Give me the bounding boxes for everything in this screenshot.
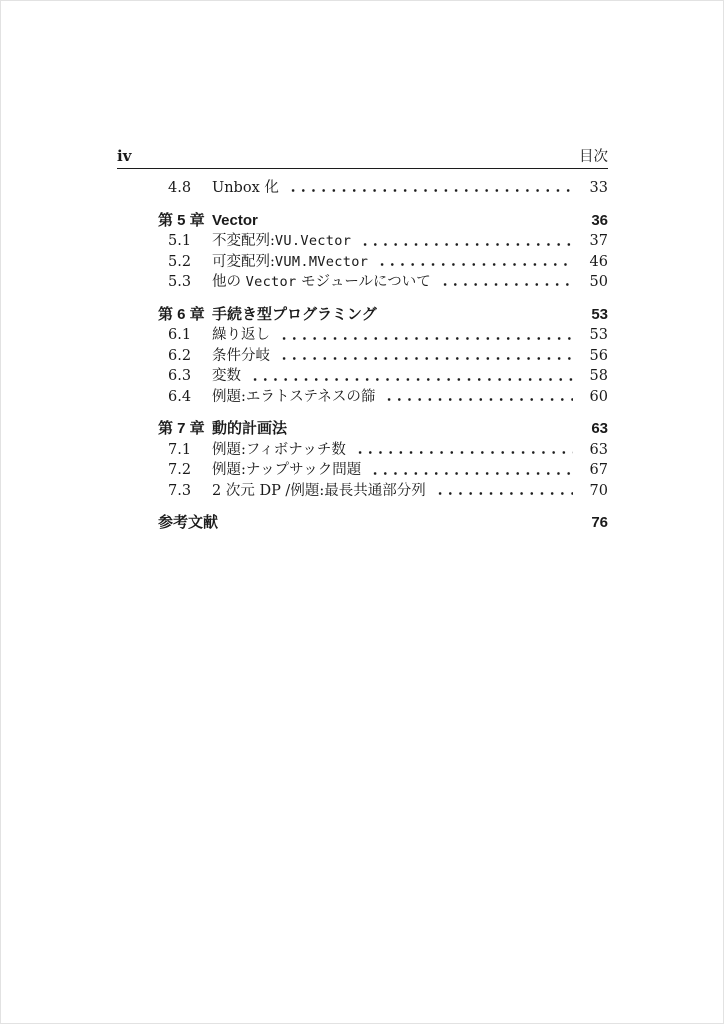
toc-entry-title [117,511,218,532]
toc-entry-number: 第 7 章 [158,420,205,438]
toc-dot-leader [294,417,573,437]
toc-entry-number: 第 5 章 [158,211,205,229]
toc-page-number: 76 [591,514,608,532]
toc-title-text: 例題:エラトステネスの篩 [212,388,376,405]
toc-entry-title [212,385,375,406]
toc-title-text: 他の [212,274,246,291]
toc-section-row [117,364,608,384]
toc-title-text: 例題:フィボナッチ数 [212,441,346,458]
toc-title-text: 2 次元 DP /例題:最長共通部分列 [212,482,426,499]
page-number-roman: iv [117,147,132,165]
toc-title-code-text: Vector [245,274,297,291]
toc-entry-title [212,229,351,250]
toc-title-text: 手続き型プログラミング [212,305,377,323]
toc-title-code-text: VU.Vector [274,233,352,250]
toc-dot-leader [286,176,573,196]
toc-page-number: 53 [589,327,608,344]
toc-chapter-row [117,209,608,229]
toc-entry-title [212,364,241,385]
toc-entry-number: 5.3 [168,274,192,291]
toc-page-number: 50 [589,274,608,291]
toc-page-number: 33 [589,180,608,196]
toc-section-row [117,229,608,249]
toc-entry-title [212,250,368,271]
toc-list [117,176,608,532]
running-header [117,149,608,169]
toc-title-text: 繰り返し [212,327,270,344]
toc-dot-leader [433,479,573,499]
toc-title-text: 動的計画法 [212,420,288,438]
toc-title-text: 不変配列: [212,233,275,250]
toc-dot-leader [265,209,573,229]
toc-entry-title [212,438,346,459]
toc-entry-number: 第 6 章 [158,305,205,323]
toc-entry-title [212,323,270,344]
toc-section-row [117,270,608,290]
toc-entry-number: 7.1 [168,441,192,458]
toc-page-number: 53 [591,305,608,323]
toc-page-number: 46 [589,253,608,270]
toc-page-number: 63 [589,441,608,458]
toc-entry-number: 7.3 [168,482,192,499]
toc-entry-number: 6.3 [168,368,192,385]
toc-section-row [117,344,608,364]
toc-page-number: 56 [589,347,608,364]
toc-title-code-text: VUM.MVector [274,253,369,270]
toc-title-text: 変数 [212,368,241,385]
toc-section-row [117,458,608,478]
toc-section-row [117,438,608,458]
toc-page-number: 63 [591,420,608,438]
toc-chapter-row [117,511,608,531]
toc-dot-leader [384,303,573,323]
toc-section-row [117,385,608,405]
toc-page-number: 58 [589,368,608,385]
toc-dot-leader [382,385,573,405]
toc-entry-number: 5.1 [168,233,192,250]
toc-entry-title [212,344,270,365]
toc-entry-title [212,479,426,500]
toc-dot-leader [277,323,573,343]
toc-entry-title [212,270,431,291]
toc-entry-number: 4.8 [168,180,192,196]
toc-title-text: Vector [212,211,258,229]
toc-section-row [117,250,608,270]
toc-page-number: 67 [589,462,608,479]
toc-title-text: 条件分岐 [212,347,270,364]
toc-dot-leader [225,511,573,531]
toc-chapter-row [117,303,608,323]
toc-entry-number: 5.2 [168,253,192,270]
toc-entry-number: 6.4 [168,388,192,405]
toc-entry-title [212,417,287,438]
toc-entry-title [212,458,361,479]
toc-entry-number: 7.2 [168,462,192,479]
toc-title-text: 例題:ナップサック問題 [212,462,362,479]
toc-page-number: 60 [589,388,608,405]
toc-section-row [117,479,608,499]
toc-entry-number: 6.1 [168,327,192,344]
header-title: 目次 [579,149,608,165]
toc-title-text: 可変配列: [212,253,275,270]
toc-page-number: 70 [589,482,608,499]
toc-section-row [117,176,608,196]
toc-dot-leader [438,270,573,290]
toc-dot-leader [248,364,573,384]
toc-dot-leader [358,229,573,249]
toc-dot-leader [277,344,573,364]
toc-dot-leader [353,438,573,458]
toc-section-row [117,323,608,343]
toc-chapter-row [117,417,608,437]
toc-page-number: 37 [589,233,608,250]
toc-dot-leader [368,458,573,478]
toc-page-number: 36 [591,211,608,229]
toc-entry-title [212,303,377,324]
toc-title-text: Unbox 化 [212,180,279,196]
toc-title-text: 参考文献 [158,514,219,532]
toc-entry-title [212,176,279,197]
toc-entry-title [212,212,258,229]
toc-title-text: モジュールについて [296,274,431,291]
toc-dot-leader [375,250,573,270]
toc-entry-number: 6.2 [168,347,192,364]
